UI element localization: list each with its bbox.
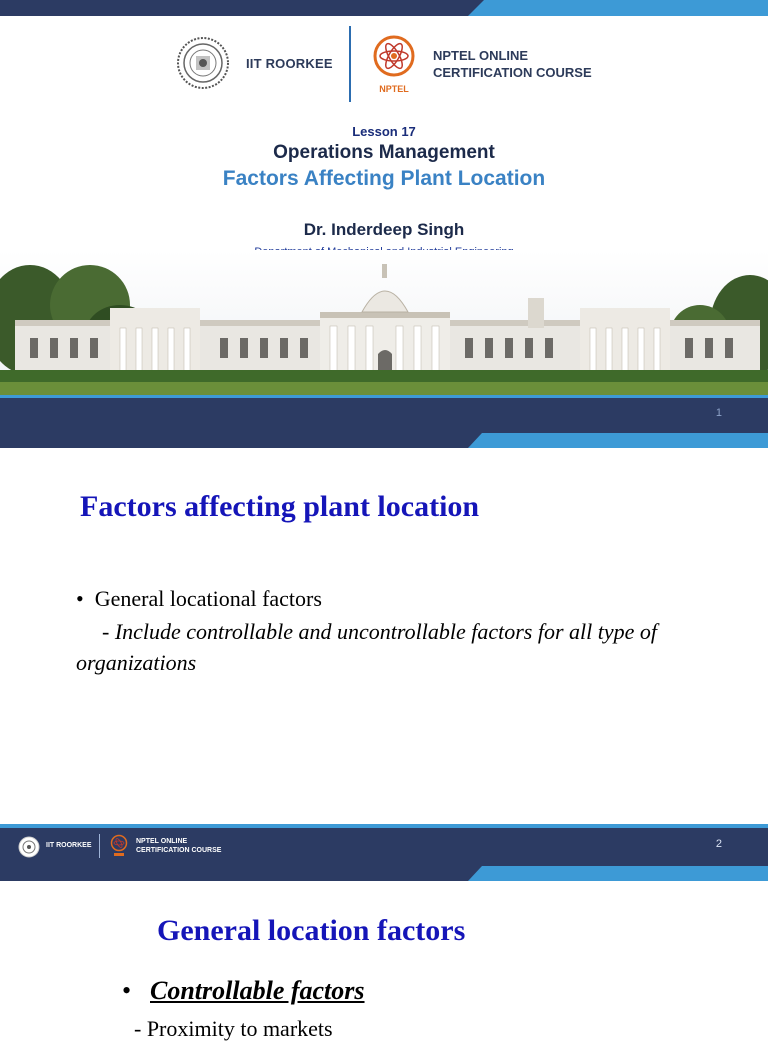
sub-bullet-text: Include controllable and uncontrollable factors for all type of organizations — [76, 619, 658, 675]
course-name — [0, 142, 768, 164]
lecture-title-text: Factors Affecting Plant Location — [222, 167, 546, 190]
footer-nptel-label — [136, 837, 221, 855]
bullet-marker: • — [76, 586, 84, 611]
slide-3 — [0, 866, 768, 1041]
logo-divider — [349, 26, 351, 102]
bullet-item — [76, 586, 322, 612]
footer-nptel-line-2: CERTIFICATION COURSE — [136, 847, 222, 854]
page-number: 1 — [715, 407, 722, 419]
footer-divider — [99, 834, 100, 858]
bullet-text: General locational factors — [94, 586, 322, 611]
bottom-bar — [0, 395, 768, 435]
footer-line — [0, 824, 768, 828]
slide-title: Factors affecting plant location — [80, 490, 480, 523]
separator-accent — [468, 866, 768, 881]
slide-separator-strip — [0, 866, 768, 881]
sub-dash: - — [102, 619, 115, 644]
nptel-badge-text: NPTEL — [379, 84, 409, 94]
iit-roorkee-seal-icon — [18, 836, 40, 858]
slide-1 — [0, 0, 768, 448]
logo-row — [0, 26, 768, 106]
nptel-line-1: NPTEL ONLINE — [433, 48, 529, 63]
footer-nptel-line-1: NPTEL ONLINE — [136, 838, 188, 845]
nptel-course-label — [433, 47, 592, 81]
slide-separator-strip — [0, 433, 768, 448]
slide-title: General location factors — [157, 914, 466, 947]
nptel-line-2: CERTIFICATION COURSE — [433, 65, 592, 80]
iit-roorkee-seal-icon — [176, 36, 230, 90]
page-number: 2 — [715, 838, 722, 850]
slide-footer — [0, 824, 768, 866]
professor-name: Dr. Inderdeep Singh — [303, 220, 465, 239]
lesson-number: Lesson 17 — [352, 124, 416, 139]
nptel-logo-icon — [369, 34, 419, 96]
lecture-title — [0, 167, 768, 191]
bullet-item — [122, 976, 365, 1006]
iit-roorkee-label: IIT ROORKEE — [246, 56, 333, 71]
bullet-text: Controllable factors — [150, 976, 365, 1005]
top-bar-accent — [468, 0, 768, 16]
sub-bullet-partial: - Proximity to markets — [134, 1016, 333, 1041]
campus-building-image — [0, 250, 768, 395]
sub-bullet — [76, 616, 696, 678]
slide-2 — [0, 448, 768, 866]
bullet-marker: • — [122, 976, 132, 1005]
course-name-text: Operations Management — [273, 142, 495, 163]
top-bar — [0, 0, 768, 16]
footer-iit-label: IIT ROORKEE — [46, 842, 92, 849]
bottom-bar-line — [0, 395, 768, 398]
separator-accent — [468, 433, 768, 448]
nptel-logo-icon — [110, 834, 128, 858]
